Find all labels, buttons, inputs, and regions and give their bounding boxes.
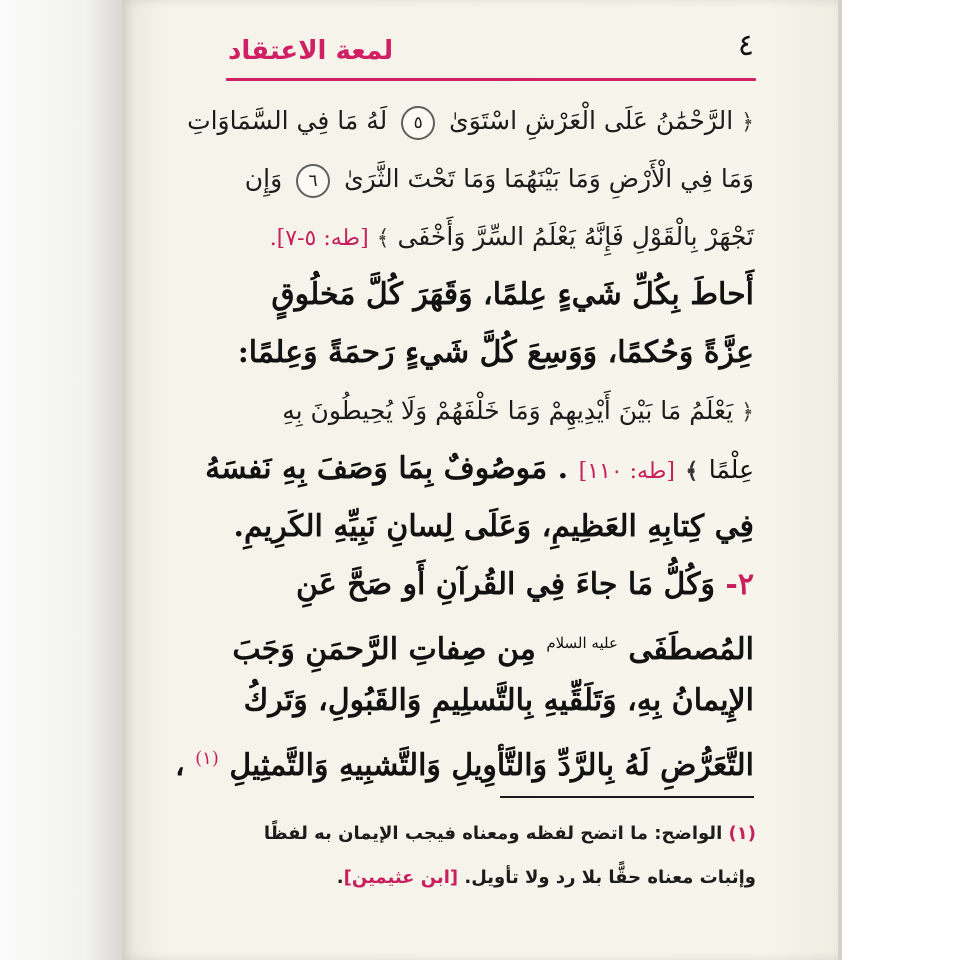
footnote-source: [ابن عثيمين]: [343, 867, 459, 888]
verse-text: عِلْمًا: [708, 455, 754, 484]
footnote-marker: (١): [195, 748, 219, 769]
footnote-rule: [500, 796, 754, 798]
prose-text: التَّعَرُّضِ لَهُ بِالرَّدِّ وَالتَّأوِيلِ وَالتَّشبِيهِ وَالتَّمثِيلِ: [229, 748, 754, 783]
text-line-8: فِي كِتابِهِ العَظِيمِ، وَعَلَى لِسانِ نَبِيِّهِ الكَرِيمِ.: [233, 509, 754, 544]
prose-text: . مَوصُوفٌ بِمَا وَصَفَ بِهِ نَفسَهُ: [205, 451, 569, 486]
footnote-line-2: [228, 856, 756, 900]
verse-reference: [طه: ١١٠]: [578, 459, 675, 484]
main-text: [174, 92, 754, 788]
text-line-6: [232, 382, 754, 440]
verse-text: وَإِن: [244, 164, 283, 193]
prose-text: وَكُلُّ مَا جاءَ فِي القُرآنِ أَو صَحَّ عَنِ: [296, 567, 715, 602]
ornate-bracket-close: ﴾: [376, 226, 390, 251]
honorific-glyph: عليه السلام: [546, 634, 618, 652]
verse-text: تَجْهَرْ بِالْقَوْلِ فَإِنَّهُ يَعْلَمُ السِّرَّ وَأَخْفَى: [397, 222, 754, 251]
page-number: ٤: [737, 28, 754, 63]
footnote-number: (١): [728, 823, 756, 844]
ornate-bracket-open: ﴿: [741, 110, 754, 135]
page-header: [228, 28, 754, 80]
text-line-10: [232, 614, 754, 672]
book-gutter: [0, 0, 122, 960]
photo-background: [842, 0, 960, 960]
text-line-4: أَحاطَ بِكُلِّ شَيءٍ عِلمًا، وَقَهَرَ كُلَّ مَخلُوقٍ: [271, 277, 754, 312]
text-line-2: [232, 150, 754, 208]
text-line-9: [232, 556, 754, 614]
verse-text: الرَّحْمَٰنُ عَلَى الْعَرْشِ اسْتَوَىٰ: [449, 106, 734, 135]
ornate-bracket-open: ﴿: [741, 400, 754, 425]
ayah-number-marker: ٥: [401, 106, 435, 140]
ayah-number-marker: ٦: [296, 164, 330, 198]
text-line-1: [187, 92, 754, 150]
footnote-text: الواضح: ما اتضح لفظه ومعناه فيجب الإيمان به لفظًا: [263, 823, 723, 844]
paragraph-number: ٢-: [725, 567, 754, 602]
verse-text: يَعْلَمُ مَا بَيْنَ أَيْدِيهِمْ وَمَا خَلْفَهُمْ وَلَا يُحِيطُونَ بِهِ: [282, 396, 734, 425]
ornate-bracket-close: ﴾: [685, 458, 699, 484]
verse-reference: [طه: ٥-٧].: [269, 226, 369, 251]
footnote: [228, 812, 756, 900]
running-title: لمعة الاعتقاد: [228, 36, 394, 66]
punctuation: .: [336, 867, 344, 888]
verse-text: وَمَا فِي الْأَرْضِ وَمَا بَيْنَهُمَا وَمَا تَحْتَ الثَّرَىٰ: [344, 164, 754, 193]
text-line-7: [205, 440, 754, 498]
verse-text: لَهُ مَا فِي السَّمَاوَاتِ: [187, 106, 388, 135]
prose-text: المُصطَفَى: [628, 632, 754, 667]
book-page: [122, 0, 838, 960]
text-line-5: عِزَّةً وَحُكمًا، وَوَسِعَ كُلَّ شَيءٍ رَحمَةً وَعِلمًا:: [237, 335, 754, 370]
punctuation: ،: [174, 748, 185, 783]
text-line-12: [174, 730, 754, 788]
footnote-text: وإثبات معناه حقًّا بلا رد ولا تأويل.: [464, 867, 756, 888]
text-line-3: [232, 208, 754, 266]
header-rule: [226, 78, 756, 81]
footnote-line-1: [228, 812, 756, 856]
prose-text: مِن صِفاتِ الرَّحمَنِ وَجَبَ: [232, 632, 536, 667]
text-line-11: الإِيمانُ بِهِ، وَتَلَقِّيهِ بِالتَّسلِيمِ وَالقَبُولِ، وَتَركُ: [243, 683, 754, 718]
